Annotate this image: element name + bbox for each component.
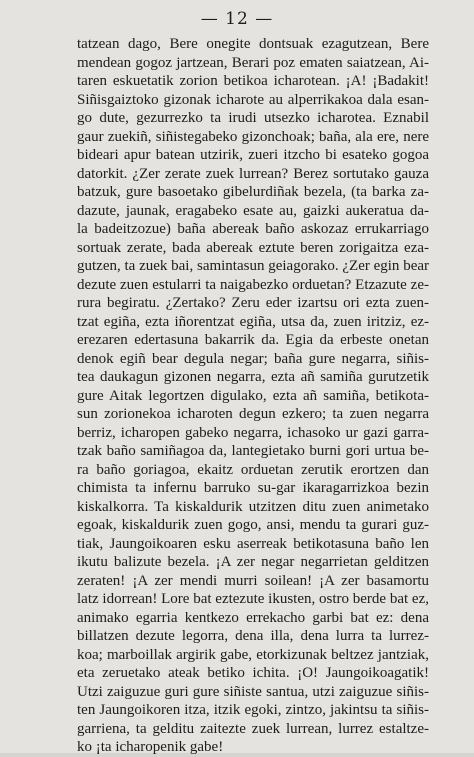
text-line: ko ¡ta icharopenik gabe!	[77, 739, 224, 755]
text-line: gure Aitak legortzen digulako, ezta añ samiña, betikota-	[77, 387, 429, 404]
text-line: tzat egiña, ezta iñorentzat egiña, utsa da, zuen iritziz, ez-	[77, 313, 429, 330]
text-line: chimista ta infernu barruko su-gar ikaragarrizkoa bezin	[77, 480, 429, 496]
text-line: rura begiratu. ¿Zertako? Zeru eder izartsu ori ezta zuen-	[77, 295, 429, 311]
text-line: dazute, jaunak, eragabeko esate au, gaizki aukeratua da-	[77, 202, 429, 219]
text-line: koa; marboillak argirik gabe, etorkizunak beltzez jantziak,	[77, 646, 429, 663]
text-line: kiskalkorra. Ta kiskaldurik utzitzen ditu zuen animetako	[77, 498, 429, 515]
text-line: sortuak zerate, bada abereak eztute beren zorigaitza eza-	[77, 239, 429, 256]
text-line: ikutu balizute bezela. ¡A zer negar negarrietan gelditzen	[77, 554, 429, 570]
body-text	[77, 35, 429, 757]
text-line: tiak, Jaungoikoaren esku aserreak betikotasuna baño len	[77, 535, 429, 552]
text-line: bideari apur batean utzirik, zueri itzcho bi esateko gogoa	[77, 147, 429, 163]
text-line: gaur zuekiñ, siñistegabeko gizonchoak; baña, ala ere, nere	[77, 128, 429, 145]
text-line: erezaren edertasuna bakarrik da. Egia da erbeste onetan	[77, 332, 429, 348]
text-line: berriz, icharopen gabeko negarra, ichasoko ur gazi garra-	[77, 424, 429, 441]
text-line: zeraten! ¡A zer mendi murri soilean! ¡A zer basamortu	[77, 572, 429, 589]
text-line: mendean gogoz jartzean, Berari poz ematen saiatzean, Ai-	[77, 54, 429, 71]
text-line: sun zorionekoa icharoten degun ezkero; ta zuen negarra	[77, 406, 429, 422]
text-line: la badeitzozue) baña abereak baño askozaz errukarriago	[77, 221, 429, 237]
text-line: datorkit. ¿Zer zerate zuek lurrean? Berez sortutako gauza	[77, 165, 429, 182]
text-line: batzuk, gure basoetako gibelurdiñak bezela, (ta barka za-	[77, 184, 429, 200]
text-line: Siñisgaiztoko gizonak icharote au alperrikakoa dala esan-	[77, 91, 429, 108]
page-number: — 12 —	[200, 9, 274, 29]
text-line: denok egiñ bear degula negar; baña gure negarra, siñis-	[77, 350, 429, 367]
text-line: ten Jaungoikoren itza, itzik egoki, zintzo, jakintsu ta siñis-	[77, 702, 429, 718]
text-line: go dute, gezurrezko ta irudi utsezko icharotea. Eznabil	[77, 110, 429, 126]
text-line: eta zeruetako ateak betiko ichita. ¡O! Jaungoikoagatik!	[77, 665, 429, 681]
text-line: taren eskuetatik zorion betikoa icharotean. ¡A! ¡Badakit!	[77, 73, 429, 89]
text-line: tzak baño samiñagoa da, lantegietako burni gori urtua be-	[77, 443, 429, 459]
text-line: gutzen, ta zuek bai, samintasun geiagorako. ¿Zer egin bear	[77, 258, 429, 274]
text-line: animako egarria kentkezo errekacho garbi bat ez: dena	[77, 609, 429, 626]
text-line: egoak, kiskaldurik zuen gogo, ansi, mendu ta gurari guz-	[77, 517, 429, 533]
text-line: tatzean dago, Bere onegite dontsuak ezagutzean, Bere	[77, 36, 429, 52]
text-line: billatzen dezute legorra, dena illa, dena lurra ta lurrez-	[77, 628, 429, 644]
text-line: dezute zuen estularri ta naigabezko orduetan? Etzazute ze-	[77, 276, 429, 293]
text-line: garriena, ta gelditu zaitezte zuek lurrean, lurrez estaltze-	[77, 720, 429, 737]
text-line: Utzi zaiguzue guri gure siñiste santua, utzi zaiguzue siñis-	[77, 683, 429, 700]
text-line: tea daukagun gizonen negarra, ezta añ samiña gurutzetik	[77, 369, 429, 385]
text-line: ra baño goriagoa, ekaitz orduetan zerutik erortzen dan	[77, 461, 429, 478]
text-line: latz idorrean! Lore bat eztezute ikusten, ostro berde bat ez,	[77, 591, 429, 607]
